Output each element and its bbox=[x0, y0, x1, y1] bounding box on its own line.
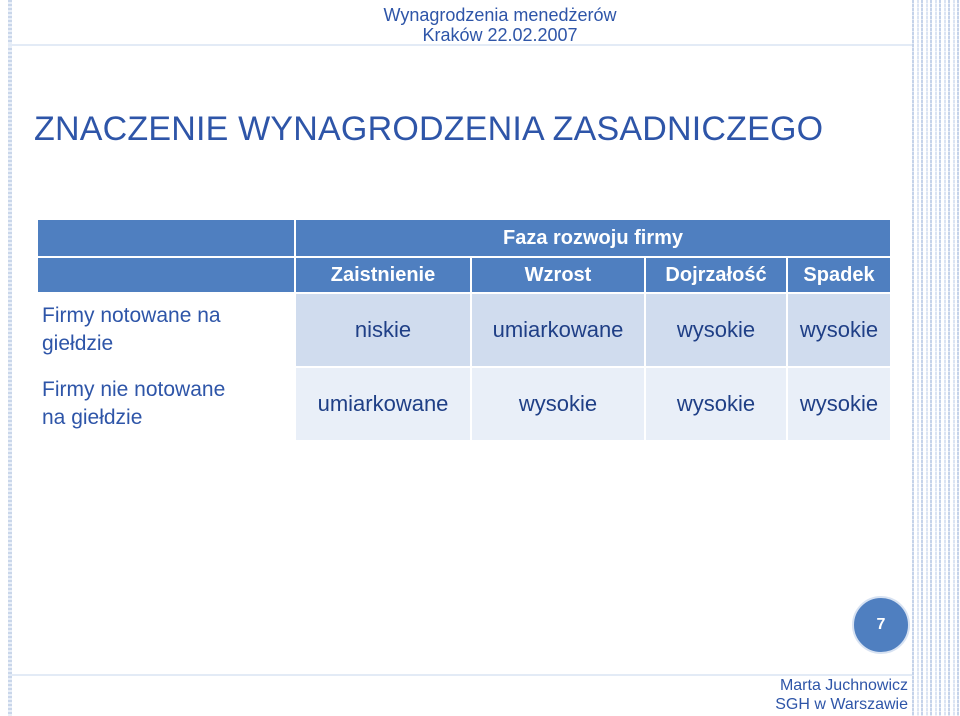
table-cell: umiarkowane bbox=[471, 293, 645, 367]
column-header-spadek: Spadek bbox=[787, 257, 891, 293]
table-corner-cell-2 bbox=[37, 257, 295, 293]
right-decorative-rail bbox=[912, 0, 960, 716]
phase-matrix-table bbox=[36, 218, 892, 442]
table-cell: wysokie bbox=[645, 367, 787, 441]
row-label-line: giełdzie bbox=[42, 332, 114, 355]
table-cell: umiarkowane bbox=[295, 367, 471, 441]
header-title: Wynagrodzenia menedżerów bbox=[383, 5, 617, 25]
table-header-row-phase bbox=[37, 219, 891, 257]
column-header-zaistnienie: Zaistnienie bbox=[295, 257, 471, 293]
table-row bbox=[37, 367, 891, 441]
page-number-badge: 7 bbox=[852, 596, 910, 654]
table-corner-cell bbox=[37, 219, 295, 257]
column-header-dojrzalosc: Dojrzałość bbox=[645, 257, 787, 293]
table-cell: wysokie bbox=[645, 293, 787, 367]
table-header-row-columns bbox=[37, 257, 891, 293]
column-header-wzrost: Wzrost bbox=[471, 257, 645, 293]
table-cell: wysokie bbox=[471, 367, 645, 441]
table-cell: wysokie bbox=[787, 293, 891, 367]
left-decorative-rail bbox=[8, 0, 12, 716]
header-subtitle: Kraków 22.02.2007 bbox=[422, 25, 578, 45]
slide-title: ZNACZENIE WYNAGRODZENIA ZASADNICZEGO bbox=[34, 110, 824, 148]
footer-divider bbox=[8, 674, 912, 676]
row-label-line: na giełdzie bbox=[42, 406, 143, 429]
table-row bbox=[37, 293, 891, 367]
table-cell: niskie bbox=[295, 293, 471, 367]
row-label-unlisted bbox=[37, 367, 295, 441]
row-label-listed bbox=[37, 293, 295, 367]
phase-header: Faza rozwoju firmy bbox=[295, 219, 891, 257]
footer-author: Marta Juchnowicz bbox=[779, 677, 908, 694]
footer-institution: SGH w Warszawie bbox=[775, 696, 908, 713]
table-cell: wysokie bbox=[787, 367, 891, 441]
row-label-line: Firmy notowane na bbox=[42, 304, 221, 327]
row-label-line: Firmy nie notowane bbox=[42, 378, 226, 401]
